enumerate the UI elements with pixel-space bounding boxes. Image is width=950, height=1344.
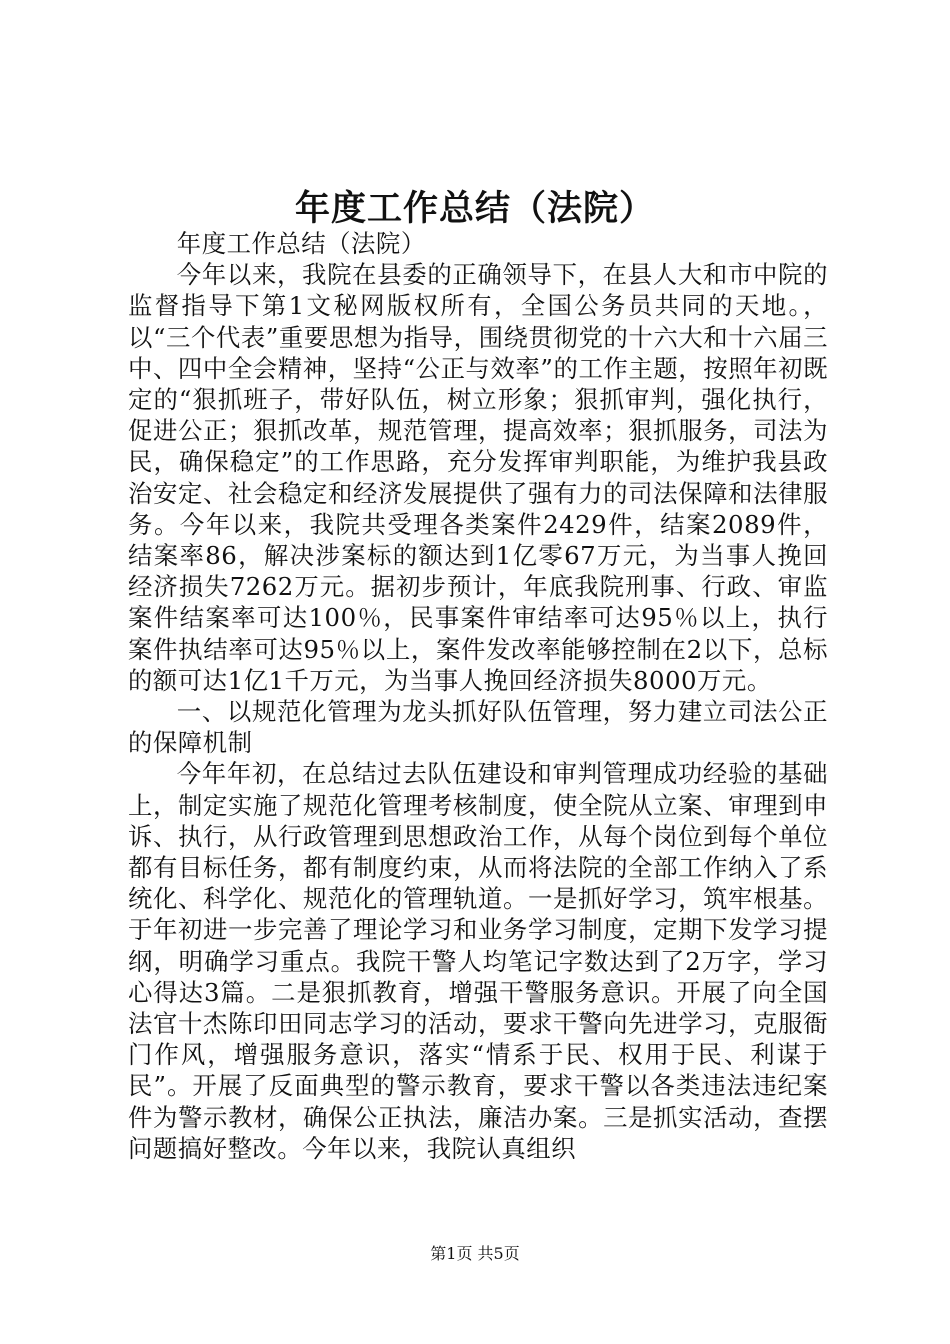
page-footer: 第1页 共5页 xyxy=(430,1244,520,1263)
paragraph-section-heading: 一、以规范化管理为龙头抓好队伍管理，努力建立司法公正的保障机制 xyxy=(128,697,828,758)
paragraph-intro: 今年以来，我院在县委的正确领导下，在县人大和市中院的监督指导下第1文秘网版权所有，全国公务员共同的天地。，以“三个代表”重要思想为指导，围绕贯彻党的十六大和十六届三中、四中全会精神，坚持“公正与效率”的工作主题，按照年初既定的“狠抓班子，带好队伍，树立形象；狠抓审判，强化执行，促进公正；狠抓改革，规范管理，提高效率；狠抓服务，司法为民，确保稳定”的工作思路，充分发挥审判职能，为维护我县政治安定、社会稳定和经济发展提供了强有力的司法保障和法律服务。今年以来，我院共受理各类案件2429件，结案2089件，结案率86，解决涉案标的额达到1亿零67万元，为当事人挽回经济损失7262万元。据初步预计，年底我院刑事、行政、审监案件结案率可达100％，民事案件审结率可达95％以上，执行案件执结率可达95％以上，案件发改率能够控制在2以下，总标的额可达1亿1千万元，为当事人挽回经济损失8000万元。 xyxy=(128,260,828,695)
document-body xyxy=(128,228,828,1164)
paragraph-subtitle: 年度工作总结（法院） xyxy=(176,229,426,258)
paragraph-section-body: 今年年初，在总结过去队伍建设和审判管理成功经验的基础上，制定实施了规范化管理考核制度，使全院从立案、审理到申诉、执行，从行政管理到思想政治工作，从每个岗位到每个单位都有目标任务，都有制度约束，从而将法院的全部工作纳入了系统化、科学化、规范化的管理轨道。一是抓好学习，筑牢根基。于年初进一步完善了理论学习和业务学习制度，定期下发学习提纲，明确学习重点。我院干警人均笔记字数达到了2万字，学习心得达3篇。二是狠抓教育，增强干警服务意识。开展了向全国法官十杰陈印田同志学习的活动，要求干警向先进学习，克服衙门作风，增强服务意识，落实“情系于民、权用于民、利谋于民”。开展了反面典型的警示教育，要求干警以各类违法违纪案件为警示教材，确保公正执法，廉洁办案。三是抓实活动，查摆问题搞好整改。今年以来，我院认真组织 xyxy=(128,759,828,1163)
document-title: 年度工作总结（法院） xyxy=(294,188,655,229)
